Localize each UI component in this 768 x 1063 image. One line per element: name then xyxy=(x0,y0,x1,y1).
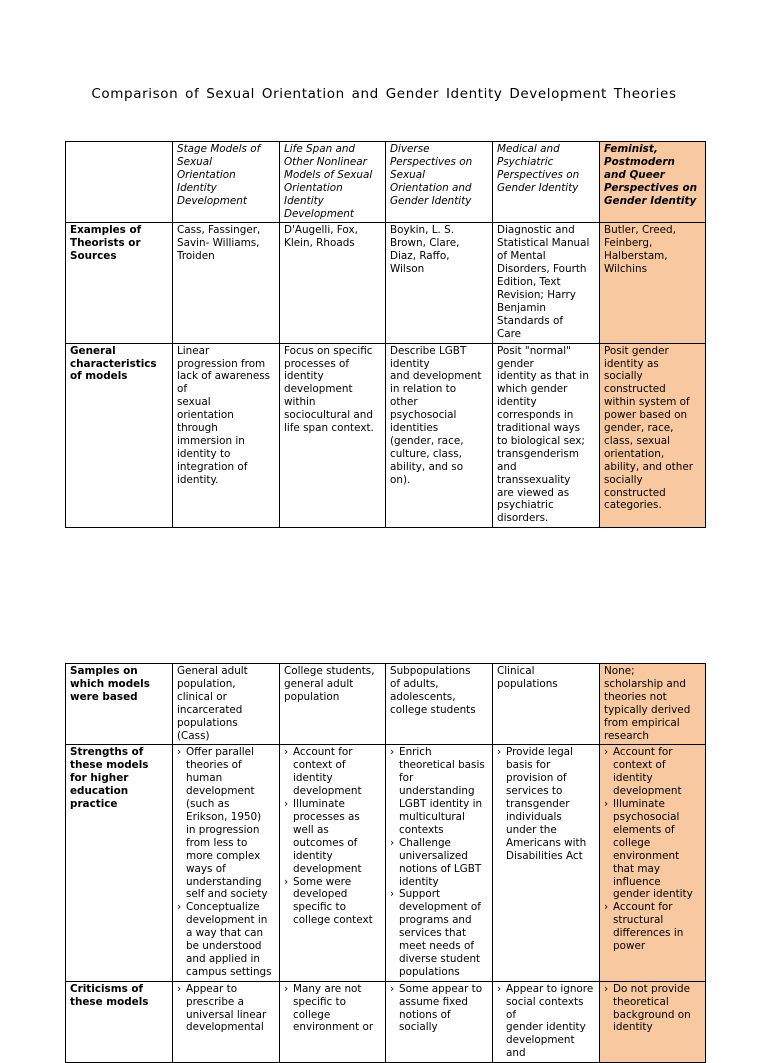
table-cell: Focus on specific processes of identity development within sociocultural and life span context. xyxy=(280,343,386,528)
bullet-item: › Challenge universalized notions of LGBT identity xyxy=(390,837,488,889)
header-cell-highlighted: Feminist, Postmodern and Queer Perspectives on Gender Identity xyxy=(600,142,706,223)
table-cell: Boykin, L. S. Brown, Clare, Diaz, Raffo, Wilson xyxy=(386,223,493,343)
bullet-item: › Account for structural differences in power xyxy=(604,901,701,953)
table-cell-highlighted xyxy=(600,981,706,1062)
row-label: Strengths of these models for higher education practice xyxy=(66,745,173,981)
table-cell: Linear progression from lack of awareness of sexual orientation through immersion in identity to integration of identity. xyxy=(173,343,280,528)
bullet-item: › Appear to prescribe a universal linear developmental xyxy=(177,983,275,1035)
table-cell: Describe LGBT identity and development in relation to other psychosocial identities (gender, race, culture, class, ability, and so on). xyxy=(386,343,493,528)
comparison-table-part-2 xyxy=(65,663,706,1063)
bullet-item: › Appear to ignore social contexts of gender identity development and xyxy=(497,983,595,1060)
bullet-item: › Support development of programs and services that meet needs of diverse student populations xyxy=(390,888,488,978)
bullet-item: › Offer parallel theories of human development (such as Erikson, 1950) in progression from less to more complex ways of understanding self and society xyxy=(177,746,275,901)
bullet-item: › Some were developed specific to college context xyxy=(284,876,381,928)
bullet-item: › Do not provide theoretical background on identity xyxy=(604,983,701,1035)
table-cell-highlighted: None; scholarship and theories not typically derived from empirical research xyxy=(600,664,706,745)
bullet-item: › Account for context of identity development xyxy=(284,746,381,798)
header-cell: Diverse Perspectives on Sexual Orientation and Gender Identity xyxy=(386,142,493,223)
table-cell: D'Augelli, Fox, Klein, Rhoads xyxy=(280,223,386,343)
row-label: General characteristics of models xyxy=(66,343,173,528)
table-cell: College students, general adult population xyxy=(280,664,386,745)
table-row xyxy=(66,981,706,1062)
comparison-table-part-1 xyxy=(65,141,706,528)
table-cell xyxy=(173,981,280,1062)
table-row xyxy=(66,223,706,343)
table-cell xyxy=(173,745,280,981)
bullet-item: › Illuminate psychosocial elements of college environment that may influence gender identity xyxy=(604,798,701,901)
table-cell xyxy=(493,745,600,981)
bullet-item: › Enrich theoretical basis for understanding LGBT identity in multicultural contexts xyxy=(390,746,488,836)
header-cell: Life Span and Other Nonlinear Models of Sexual Orientation Identity Development xyxy=(280,142,386,223)
table-cell: Clinical populations xyxy=(493,664,600,745)
table-cell-highlighted: Posit gender identity as socially constructed within system of power based on gender, race, class, sexual orientation, ability, and other socially constructed categories. xyxy=(600,343,706,528)
row-label: Criticisms of these models xyxy=(66,981,173,1062)
document-title: Comparison of Sexual Orientation and Gender Identity Development Theories xyxy=(91,86,677,102)
bullet-item: › Illuminate processes as well as outcomes of identity development xyxy=(284,798,381,875)
table-cell xyxy=(493,981,600,1062)
table-cell: Cass, Fassinger, Savin- Williams, Troiden xyxy=(173,223,280,343)
table-header-row xyxy=(66,142,706,223)
bullet-item: › Conceptualize development in a way that can be understood and applied in campus settings xyxy=(177,901,275,978)
table-cell: Subpopulations of adults, adolescents, college students xyxy=(386,664,493,745)
table-cell xyxy=(386,981,493,1062)
bullet-item: › Provide legal basis for provision of services to transgender individuals under the Americans with Disabilities Act xyxy=(497,746,595,862)
table-row xyxy=(66,664,706,745)
bullet-item: › Some appear to assume fixed notions of socially xyxy=(390,983,488,1035)
header-cell xyxy=(66,142,173,223)
table-row xyxy=(66,745,706,981)
table-cell: Diagnostic and Statistical Manual of Mental Disorders, Fourth Edition, Text Revision; Harry Benjamin Standards of Care xyxy=(493,223,600,343)
header-cell: Medical and Psychiatric Perspectives on Gender Identity xyxy=(493,142,600,223)
table-cell: General adult population, clinical or incarcerated populations (Cass) xyxy=(173,664,280,745)
table-cell: Posit "normal" gender identity as that in which gender identity corresponds in traditional ways to biological sex; transgenderism and transsexuality are viewed as psychiatric disorders. xyxy=(493,343,600,528)
header-cell: Stage Models of Sexual Orientation Identity Development xyxy=(173,142,280,223)
table-cell xyxy=(280,745,386,981)
table-row xyxy=(66,343,706,528)
bullet-item: › Many are not specific to college environment or xyxy=(284,983,381,1035)
table-cell-highlighted: Butler, Creed, Feinberg, Halberstam, Wilchins xyxy=(600,223,706,343)
bullet-item: › Account for context of identity development xyxy=(604,746,701,798)
row-label: Examples of Theorists or Sources xyxy=(66,223,173,343)
row-label: Samples on which models were based xyxy=(66,664,173,745)
table-cell-highlighted xyxy=(600,745,706,981)
table-cell xyxy=(280,981,386,1062)
table-cell xyxy=(386,745,493,981)
